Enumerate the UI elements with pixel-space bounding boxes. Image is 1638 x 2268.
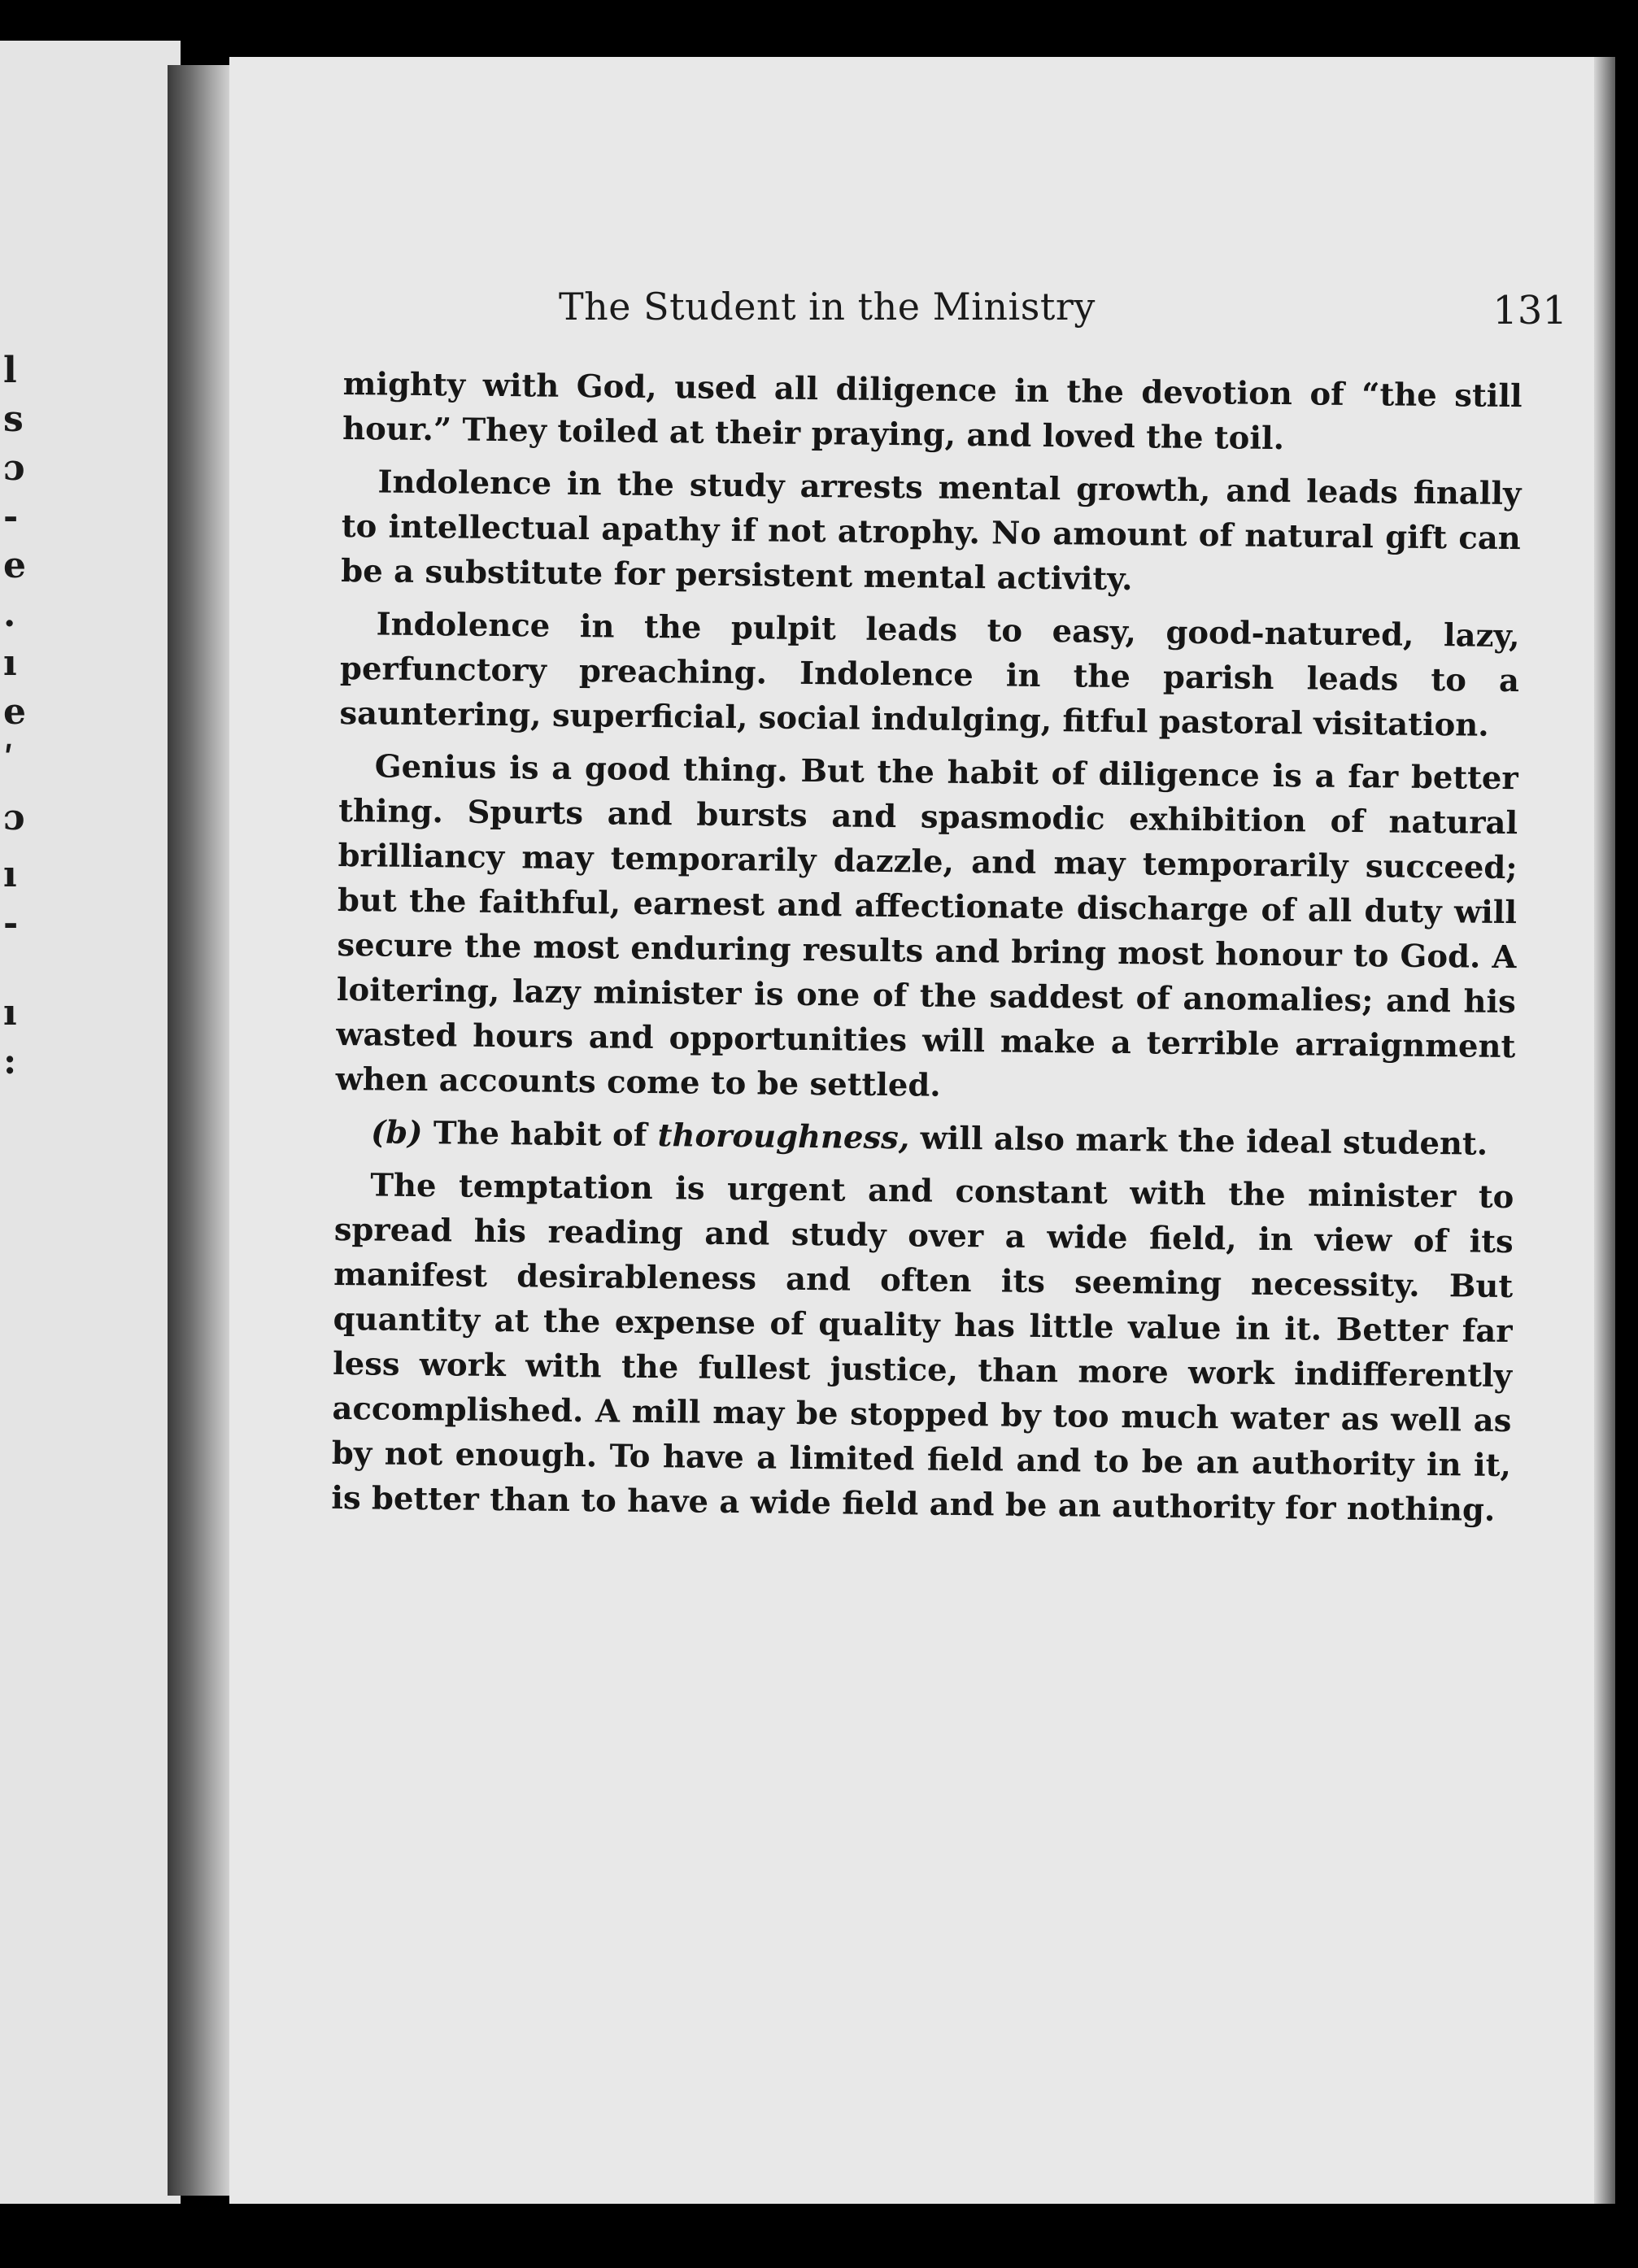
paragraph-text: The habit of xyxy=(422,1115,658,1155)
emphasis-text: thoroughness, xyxy=(657,1117,910,1157)
page-header xyxy=(559,285,1567,350)
paragraph: Indolence in the study arrests mental growth, and leads finally to intellectual apathy if not atrophy. No amount of natural gift can be a substitute for persistent mental activity. xyxy=(341,464,1522,599)
margin-char: ı xyxy=(3,992,17,1034)
margin-char: . xyxy=(3,594,16,635)
margin-char: ʹ xyxy=(3,740,15,781)
list-marker: (b) xyxy=(370,1114,423,1152)
margin-char: ı xyxy=(3,642,17,684)
page-edge xyxy=(1594,57,1615,2204)
book-gutter xyxy=(168,65,233,2196)
book-page xyxy=(229,57,1615,2204)
margin-char: ı xyxy=(3,854,17,895)
page-number: 131 xyxy=(1492,288,1567,333)
left-facing-page xyxy=(0,41,181,2204)
margin-char: - xyxy=(3,496,19,538)
margin-char: : xyxy=(3,1041,17,1082)
running-head: The Student in the Ministry xyxy=(559,285,1096,329)
paragraph-thoroughness xyxy=(335,1110,1514,1167)
margin-char: e xyxy=(3,691,26,733)
paragraph: The temptation is urgent and constant with the minister to spread his reading and study over a wide field, in view of its manifest desirableness and often its seeming necessity. But quantity at the expense of quality has little value in it. Better far less work with the fullest justice, than more work indifferently accomplished. A mill may be stopped by too much water as well as by not enough. To have a limited field and to be an authority in it, is better than to have a wide field and be an authority for nothing. xyxy=(331,1167,1514,1529)
body-text xyxy=(331,362,1523,1541)
paragraph-text: will also mark the ideal student. xyxy=(908,1120,1488,1163)
margin-char: ɔ xyxy=(3,797,25,838)
margin-char: - xyxy=(3,903,19,944)
margin-char: s xyxy=(3,398,24,440)
paragraph: Genius is a good thing. But the habit of diligence is a far better thing. Spurts and bursts and spasmodic exhibition of natural brilliancy may temporarily dazzle, and may temporarily succeed; but the faithful, earnest and affectionate discharge of all duty will secure the most enduring results and bring most honour to God. A loitering, lazy minister is one of the saddest of anomalies; and his wasted hours and opportunities will make a terrible arraignment when accounts come to be settled. xyxy=(335,748,1518,1104)
margin-char: ɔ xyxy=(3,447,25,489)
margin-char: l xyxy=(3,350,17,391)
paragraph: mighty with God, used all diligence in the devotion of “the still hour.” They toiled at their praying, and loved the toil. xyxy=(342,365,1523,458)
paragraph: Indolence in the pulpit leads to easy, good-natured, lazy, perfunctory preaching. Indolence in the parish leads to a sauntering, superficial, social indulging, fitful pastoral visitation. xyxy=(339,606,1520,744)
margin-char: e xyxy=(3,545,26,586)
